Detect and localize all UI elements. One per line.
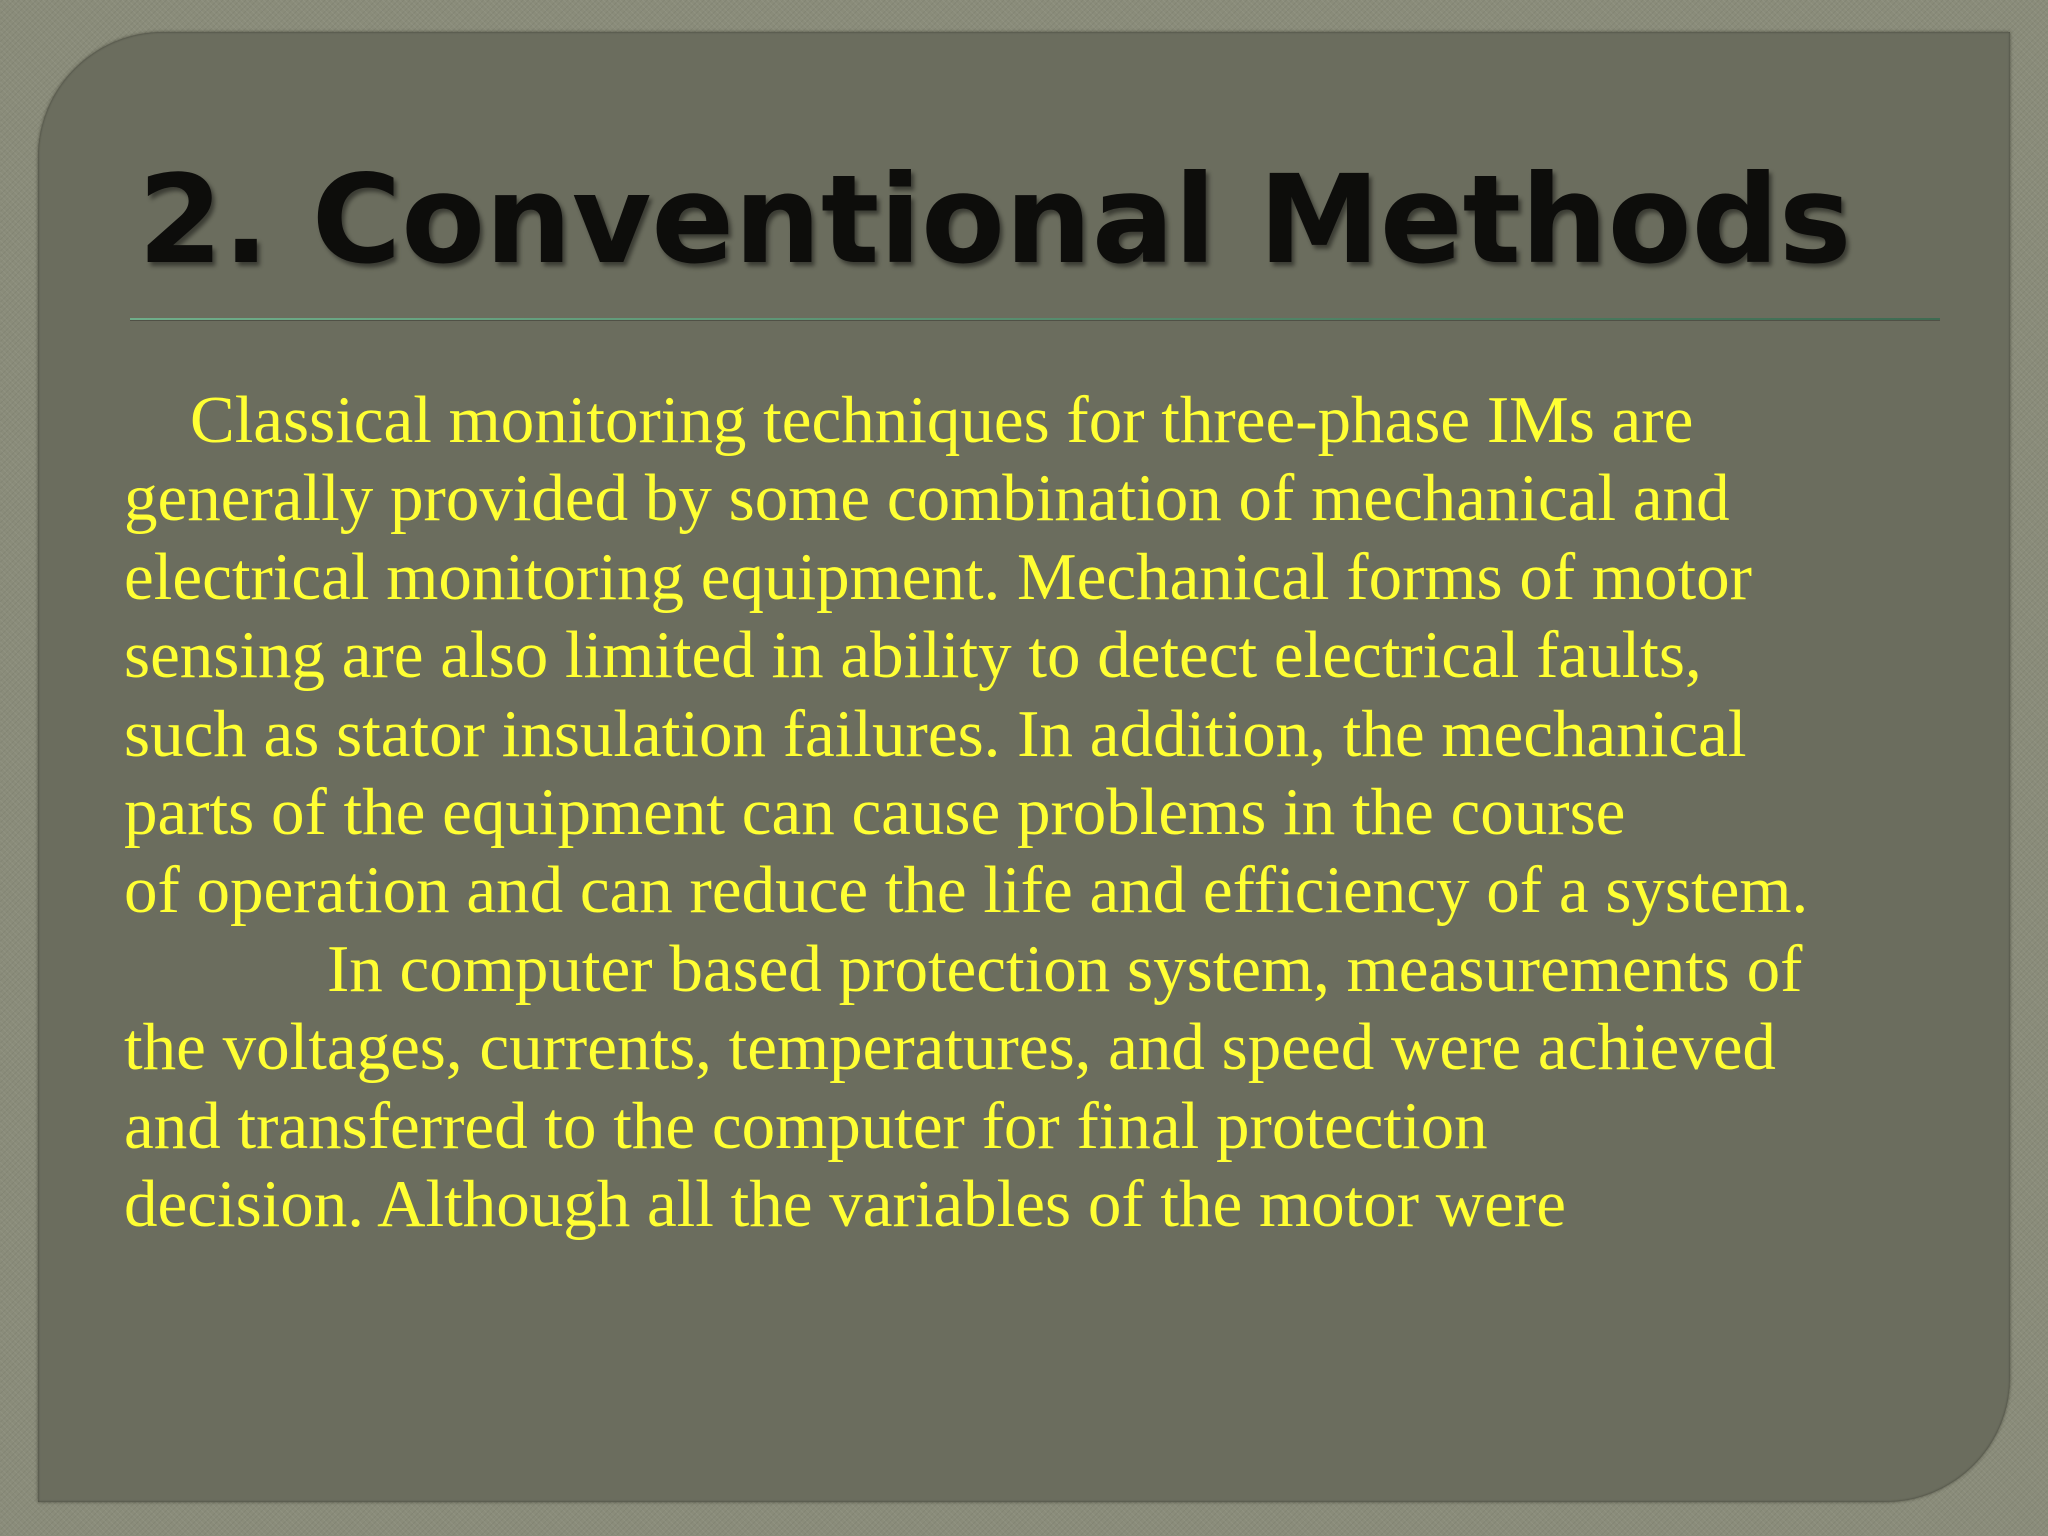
- body-line: such as stator insulation failures. In addition, the mechanical: [124, 696, 1747, 771]
- body-line: In computer based protection system, measurements of: [327, 931, 1803, 1006]
- slide-title: 2. Conventional Methods: [138, 149, 1852, 291]
- title-divider: [130, 318, 1940, 320]
- body-line: sensing are also limited in ability to detect electrical faults,: [124, 618, 1702, 693]
- slide-body: [124, 381, 2024, 1243]
- body-line: the voltages, currents, temperatures, and speed were achieved: [124, 1010, 1776, 1085]
- body-line: decision. Although all the variables of the motor were: [124, 1167, 1566, 1242]
- body-line: and transferred to the computer for final protection: [124, 1088, 1488, 1163]
- body-line: generally provided by some combination of mechanical and: [124, 461, 1730, 536]
- body-line: Classical monitoring techniques for three-phase IMs are: [190, 383, 1694, 457]
- body-line: parts of the equipment can cause problems in the course: [124, 775, 1626, 850]
- body-line: electrical monitoring equipment. Mechanical forms of motor: [124, 539, 1752, 614]
- body-line: of operation and can reduce the life and efficiency of a system.: [124, 853, 1809, 928]
